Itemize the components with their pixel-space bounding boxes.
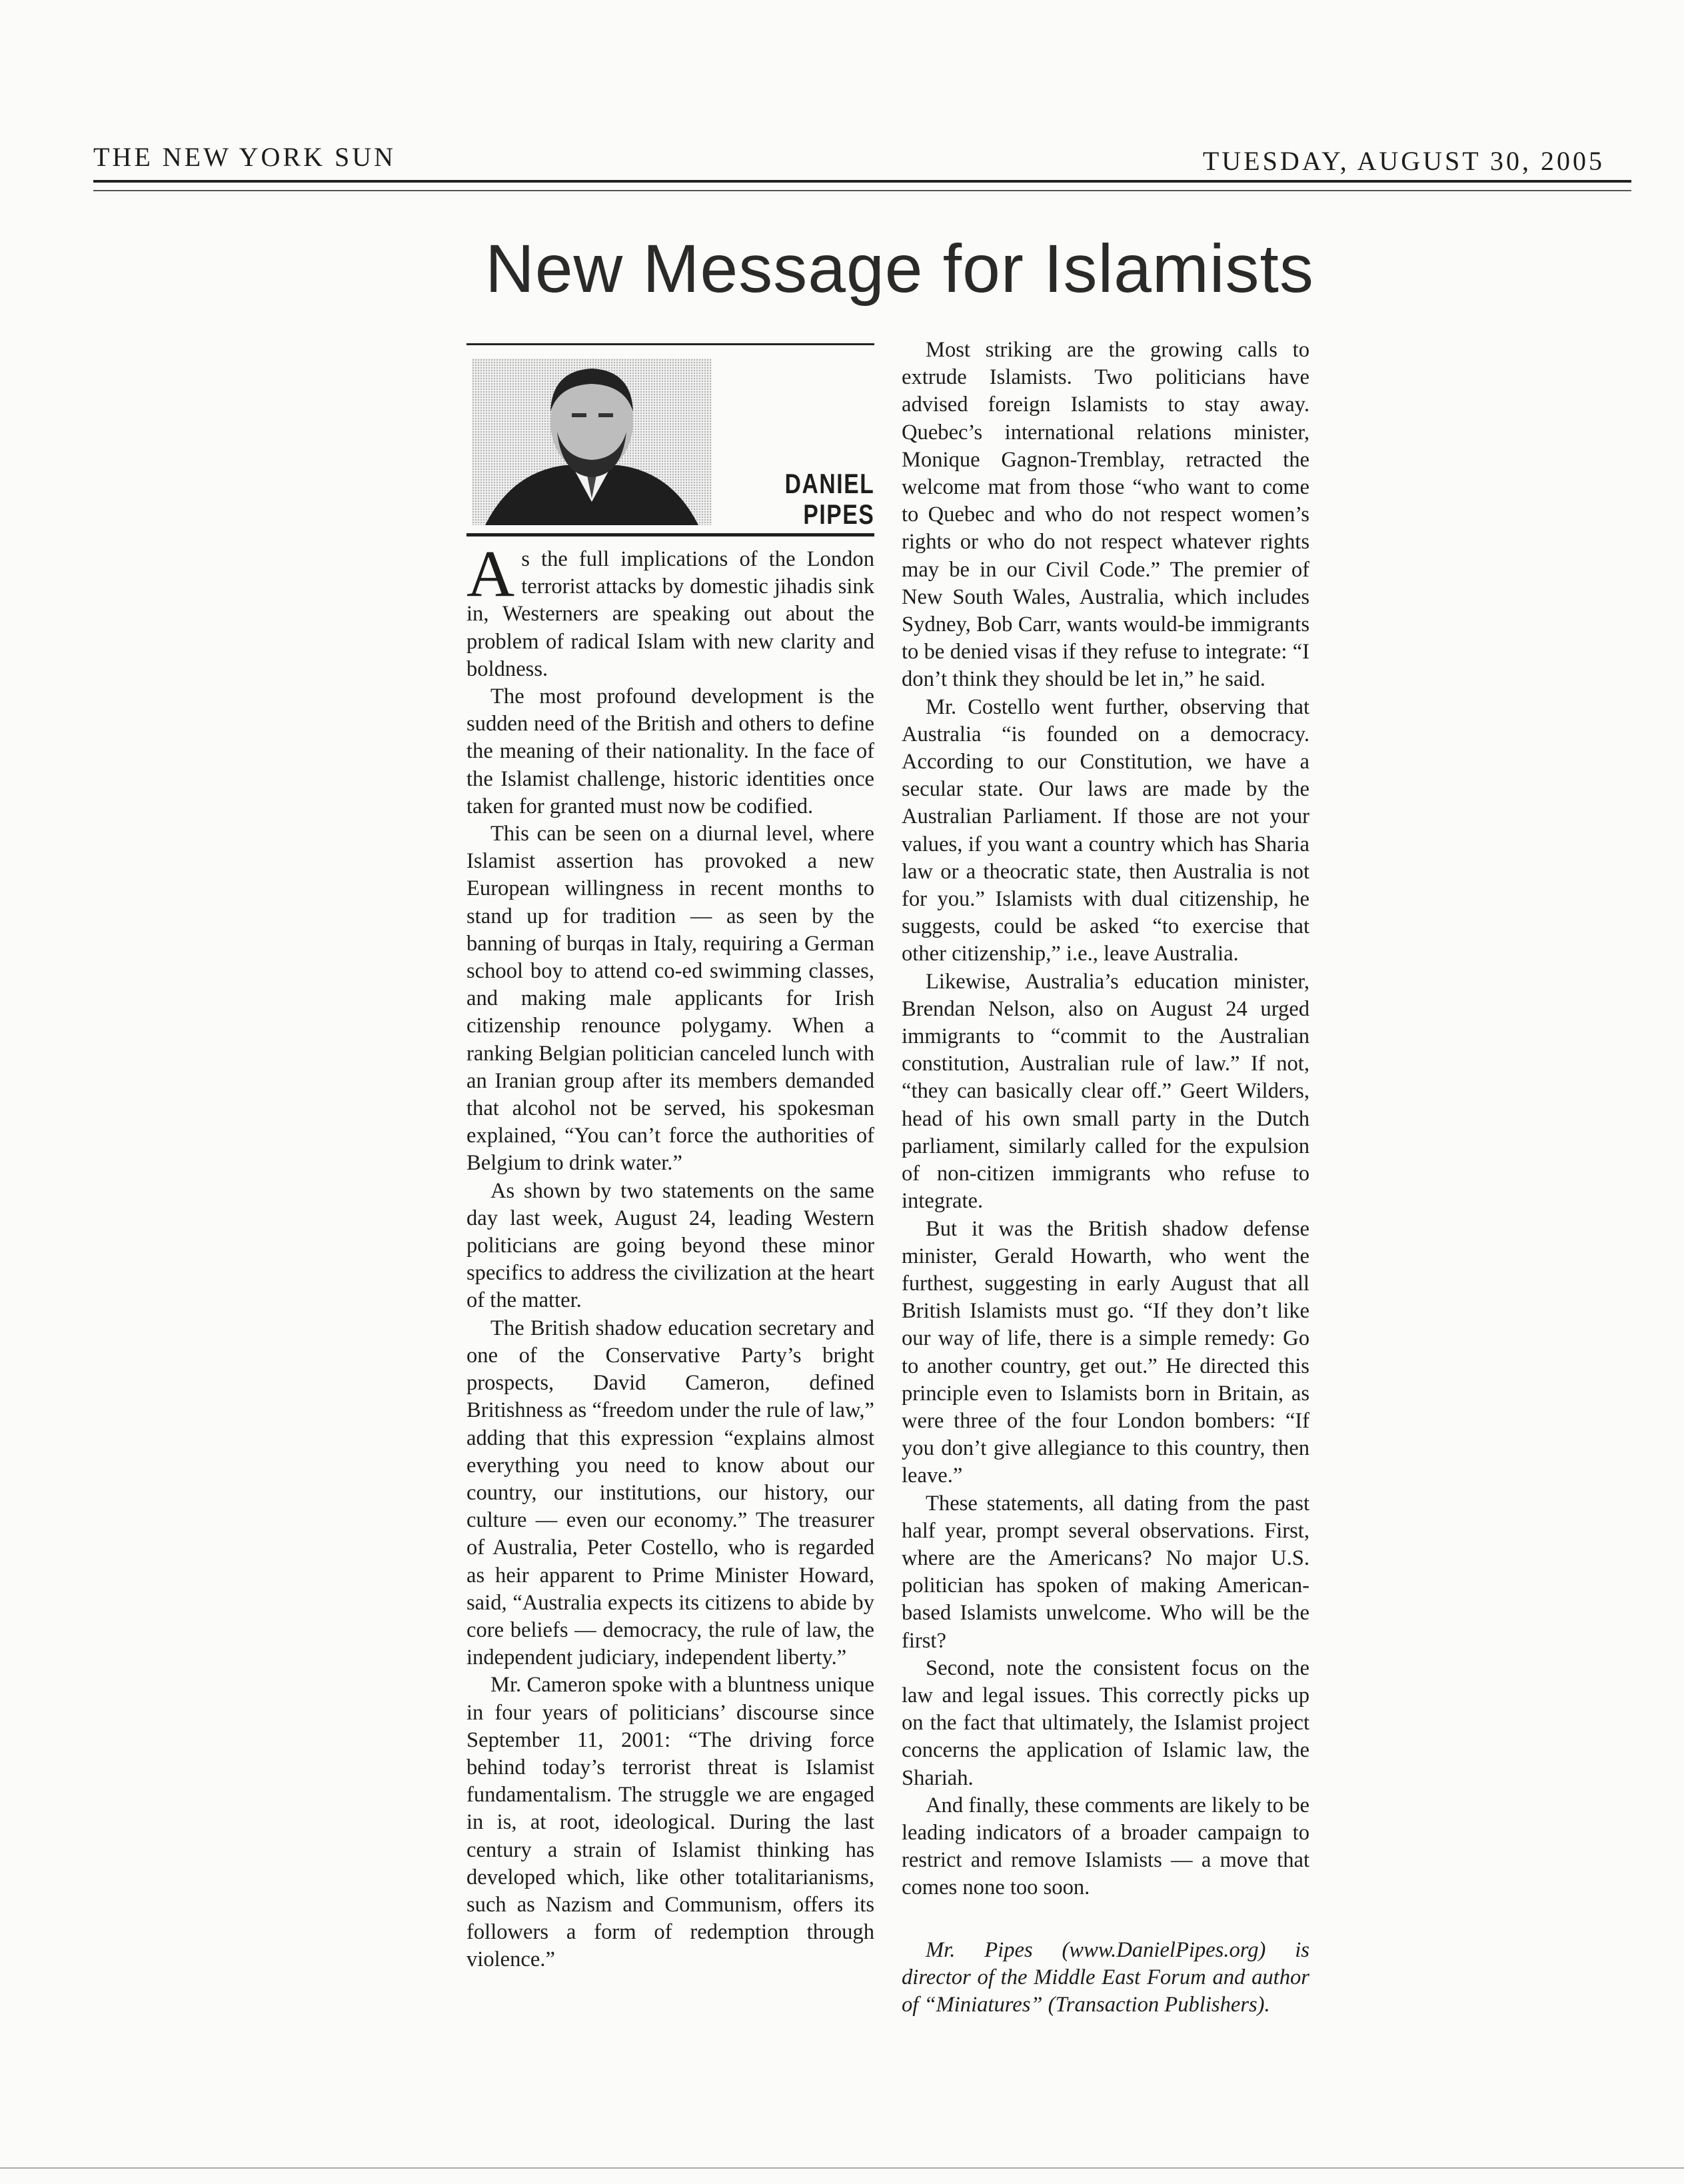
- byline-author: [784, 469, 874, 530]
- article-paragraph: The British shadow education secretary and one of the Conservative Party’s bright prospects, David Cameron, defined Britishness as “freedom under the rule of law,” adding that this expression “explains almost everything you need to know about our country, our institutions, our history, our culture — even our economy.” The treasurer of Australia, Peter Costello, who is regarded as heir apparent to Prime Minister Howard, said, “Australia expects its citizens to abide by core beliefs — democracy, the rule of law, the independent judiciary, independent liberty.”: [466, 1316, 874, 1670]
- bottom-rule: [0, 2167, 1684, 2169]
- author-portrait: [472, 359, 712, 525]
- article-paragraph: As shown by two statements on the same day last week, August 24, leading Western politicians are going beyond these minor specifics to address the civilization at the heart of the matter.: [466, 1178, 874, 1313]
- article-paragraph: Likewise, Australia’s education minister, Brendan Nelson, also on August 24 urged immigrants to “commit to the Australian constitution, Australian rule of law.” If not, “they can basically clear off.” Geert Wilders, head of his own small party in the Dutch parliament, similarly called for the expulsion of non-citizen immigrants who refuse to integrate.: [902, 969, 1309, 1214]
- masthead-rule: [93, 180, 1631, 183]
- byline-box: [466, 343, 874, 537]
- headline: New Message for Islamists: [485, 231, 1314, 307]
- article-paragraph: The most profound development is the sudden need of the British and others to define the meaning of their nationality. In the face of the Islamist challenge, historic identities once taken for granted must now be codified.: [466, 684, 874, 818]
- article-paragraph: These statements, all dating from the past half year, prompt several observations. First, where are the Americans? No major U.S. politician has spoken of making American-based Islamists unwelcome. Who will be the first?: [902, 1491, 1309, 1653]
- author-note: Mr. Pipes (www.DanielPipes.org) is director of the Middle East Forum and author of “Miniatures” (Transaction Publishers).: [902, 1937, 1309, 2017]
- article-paragraph: But it was the British shadow defense minister, Gerald Howarth, who went the furthest, suggesting in early August that all British Islamists must go. “If they don’t like our way of life, there is a simple remedy: Go to another country, get out.” He directed this principle even to Islamists born in Britain, as were three of the four London bombers: “If you don’t give allegiance to this country, then leave.”: [902, 1216, 1309, 1488]
- article-paragraph: [466, 537, 874, 683]
- article-column-right: [902, 337, 1309, 2019]
- newspaper-name: THE NEW YORK SUN: [93, 142, 396, 172]
- publication-date: TUESDAY, AUGUST 30, 2005: [1202, 146, 1605, 176]
- byline-first-name: DANIEL: [784, 468, 874, 499]
- masthead-rule-thin: [93, 190, 1631, 191]
- article-paragraph: Mr. Costello went further, observing that Australia “is founded on a democracy. According to our Constitution, we have a secular state. Our laws are made by the Australian Parliament. If those are not your values, if you want a country which has Sharia law or a theocratic state, then Australia is not for you.” Islamists with dual citizenship, he suggests, could be asked “to exercise that other citizenship,” i.e., leave Australia.: [902, 694, 1309, 966]
- drop-cap: A: [466, 537, 515, 610]
- masthead: [93, 141, 1631, 181]
- paragraph-text: s the full implications of the London terrorist attacks by domestic jihadis sink in, Westerners are speaking out about the problem of radical Islam with new clarity and boldness.: [466, 547, 874, 681]
- byline-last-name: PIPES: [803, 499, 874, 530]
- article-paragraph: This can be seen on a diurnal level, where Islamist assertion has provoked a new European willingness in recent months to stand up for tradition — as seen by the banning of burqas in Italy, requiring a German school boy to attend co-ed swimming classes, and making male applicants for Irish citizenship renounce polygamy. When a ranking Belgian politician canceled lunch with an Iranian group after its members demanded that alcohol not be served, his spokesman explained, “You can’t force the authorities of Belgium to drink water.”: [466, 822, 874, 1176]
- article-column-left: [466, 337, 874, 1974]
- article-paragraph: Second, note the consistent focus on the law and legal issues. This correctly picks up on the fact that ultimately, the Islamist project concerns the application of Islamic law, the Shariah.: [902, 1655, 1309, 1790]
- article-paragraph: And finally, these comments are likely to be leading indicators of a broader campaign to restrict and remove Islamists — a move that comes none too soon.: [902, 1793, 1309, 1900]
- article-paragraph: Most striking are the growing calls to extrude Islamists. Two politicians have advised foreign Islamists to stay away. Quebec’s international relations minister, Monique Gagnon-Tremblay, retracted the welcome mat from those “who want to come to Quebec and who do not respect women’s rights or who do not respect whatever rights may be in our Civil Code.” The premier of New South Wales, Australia, which includes Sydney, Bob Carr, wants would-be immigrants to be denied visas if they refuse to integrate: “I don’t think they should be let in,” he said.: [902, 338, 1309, 692]
- article-paragraph: Mr. Cameron spoke with a bluntness unique in four years of politicians’ discourse since September 11, 2001: “The driving force behind today’s terrorist threat is Islamist fundamentalism. The struggle we are engaged in is, at root, ideological. During the last century a strain of Islamist thinking has developed which, like other totalitarianisms, such as Nazism and Communism, offers its followers a form of redemption through violence.”: [466, 1673, 874, 1972]
